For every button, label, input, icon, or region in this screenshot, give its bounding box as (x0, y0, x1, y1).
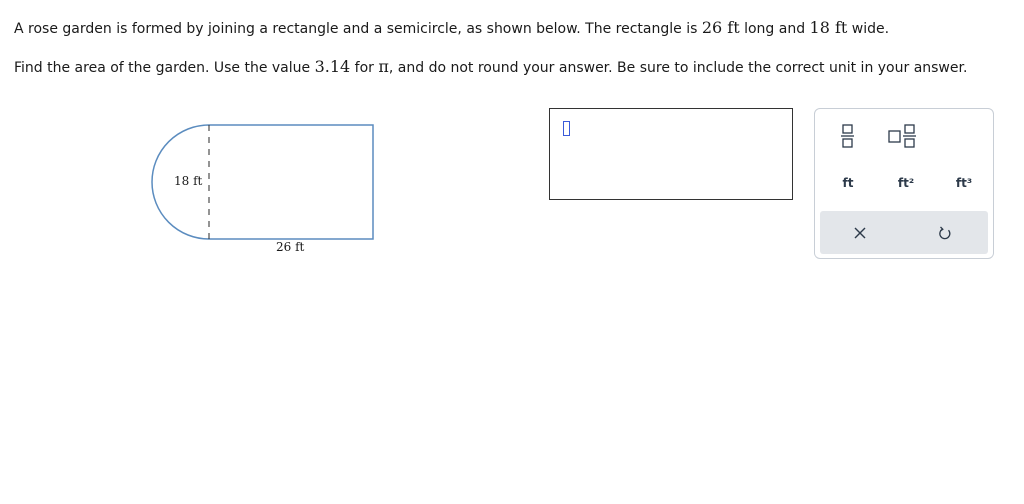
mixed-number-icon (888, 124, 918, 148)
clear-button[interactable] (845, 221, 875, 245)
answer-input[interactable] (549, 108, 793, 200)
width-value: 18 ft (809, 18, 848, 37)
undo-icon (938, 226, 952, 240)
pi-value: 3.14 (314, 57, 351, 76)
unit-ft-squared-button[interactable]: ft² (897, 176, 915, 190)
clear-x-icon (854, 227, 866, 239)
unit-ft-button[interactable]: ft (842, 176, 854, 190)
mixed-number-button[interactable] (883, 119, 923, 153)
unit-ft-cubed-button[interactable]: ft³ (955, 176, 973, 190)
math-keypad (814, 108, 994, 259)
fraction-button[interactable] (835, 119, 861, 153)
action-row (820, 211, 988, 254)
pi-symbol: π (378, 57, 389, 76)
question-text: wide. (847, 21, 890, 37)
question-text: long and (739, 21, 810, 37)
question-line-2 (14, 57, 967, 76)
question-line-1 (14, 18, 889, 37)
rectangle (209, 125, 373, 239)
question-text: for (350, 60, 379, 76)
fraction-icon (841, 124, 855, 148)
question-text: Find the area of the garden. Use the value (14, 60, 315, 76)
question-text: , and do not round your answer. Be sure to include the correct unit in your answer. (388, 60, 968, 76)
input-cursor (563, 121, 570, 136)
width-label: 18 ft (174, 174, 203, 188)
garden-figure (148, 118, 383, 258)
length-label: 26 ft (276, 240, 305, 254)
length-value: 26 ft (701, 18, 740, 37)
undo-button[interactable] (930, 221, 960, 245)
question-text: A rose garden is formed by joining a rectangle and a semicircle, as shown below. The rectangle is (14, 21, 702, 37)
